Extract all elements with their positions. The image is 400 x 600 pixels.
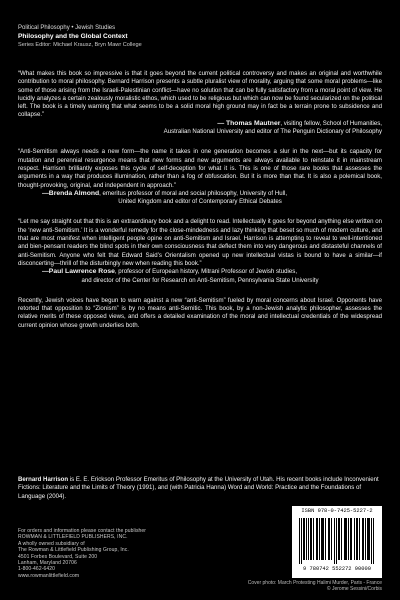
isbn: ISBN 978-0-7425-5227-2 [301, 508, 373, 514]
author-bio [18, 476, 382, 501]
endorsement-attribution [18, 268, 382, 276]
endorser-role: , visiting fellow, School of Humanities, [280, 119, 382, 127]
barcode [292, 506, 382, 578]
endorser-name: —Brenda Almond [42, 189, 100, 197]
publisher-name: ROWMAN & LITTLEFIELD PUBLISHERS, INC. [18, 534, 128, 541]
bio-text [18, 476, 382, 501]
cover-photo-caption: Cover photo: March Protesting Halimi Murder, Paris - France [247, 580, 382, 586]
barcode-number: 9 780742 552272 90000 [303, 566, 371, 572]
endorser-name: — Thomas Mautner [217, 119, 281, 127]
series-header [18, 24, 378, 49]
price-code: 90000 [354, 566, 371, 572]
photo-copyright: © Jerome Sessini/Corbis [326, 586, 382, 593]
publisher-line: A wholly owned subsidiary of [18, 540, 85, 547]
endorsement-2 [18, 148, 382, 206]
endorser-name: —Paul Lawrence Rose [42, 268, 115, 276]
description-text: Recently, Jewish voices have begun to warn against a new “anti-Semitism” fueled by moral concerns about Israel. Opponents have retorted that opposition to “Zionism” is by no means anti-Semitic. This book, by a non-Jewish analytic philosopher, assesses the relative merits of these opposed views, and offers a detailed examination of the moral and intellectual credentials of the widespread current opinion whose growth underlies both. [18, 296, 382, 329]
publisher-info [18, 528, 168, 579]
endorser-role: , emeritus professor of moral and social philosophy, University of Hull, [99, 189, 288, 197]
endorsement-text: “Let me say straight out that this is an extraordinary book and a delight to read. Intellectually it goes for beyond anything else written on the ‘new anti-Semitism.’ It is a wonderful remedy for the close-mindedness and lazy thinking that beset so much of modern culture, and that are most manifest when intelligent people opine on anti-Semitism and Israel. Harrison is attempting to reveal to well-intentioned and bien-pensant readers the blind spots in their own consciousness that deflect them into very dangerous and distasteful channels of anti-Semitism. Anyone who felt that Edward Said’s Orientalism opened up new intellectual vistas is bound to have a similar—if disconcerting—thrill of the disturbingly new when reading this book.” [18, 218, 382, 267]
endorsement-1 [18, 70, 382, 136]
endorsement-text: “What makes this book so impressive is that it goes beyond the current political controversy and makes an original and worthwhile contribution to moral philosophy. Bernard Harrison presents a subtle pluralist view of morality, arguing that some moral problems—like some of those arising from the Israeli-Palestinian conflict—have no solution that can be fully satisfactory from a moral point of view. He lucidly analyzes a certain zealously moralistic ethos, which used to be religious but which can now be found secularized on the political left. The book is a timely warning that what seems to be a solid moral high ground may in fact be a terrain prone to subsidence and collapse.” [18, 70, 382, 119]
publisher-address: Lanham, Maryland 20706 [18, 560, 77, 567]
bio-body: is E. E. Erickson Professor Emeritus of Philosophy at the University of Utah. His recent books include Inconvenient Fictions: Literature and the Limits of Theory (1991), and (with Patricia Hanna) Word and World: Practice and the Foundations of Language (2004). [18, 476, 379, 500]
endorsement-attribution [18, 190, 382, 198]
publisher-line: The Rowman & Littlefield Publishing Group, Inc. [18, 547, 129, 554]
endorser-affiliation: and director of the Center for Research on Anti-Semitism, Pennsylvania State University [81, 276, 319, 284]
series-title: Philosophy and the Global Context [18, 33, 128, 40]
endorsement-3 [18, 218, 382, 284]
endorser-role: , professor of European history, Mitrani Professor of Jewish studies, [114, 268, 298, 276]
book-description [18, 297, 382, 330]
publisher-line: For orders and information please contact the publisher [18, 528, 147, 534]
publisher-address: 4501 Forbes Boulevard, Suite 200 [18, 553, 98, 560]
author-name: Bernard Harrison [18, 476, 69, 483]
endorsement-text: “Anti-Semitism always needs a new form—the name it takes in one generation becomes a slur in the next—but its capacity for mutation and perennial resurgence means that new forms and new arguments are always available to reinstate it in mainstream respect. Harrison brilliantly exposes this cycle of self-deception for what it is. This is one of those rare books that assesses the arguments in a way that produces illumination, rather than a fog of obfuscation. But it is more than that. It is also a polemical book, thought-provoking, original, and independent in approach.” [18, 148, 382, 189]
endorsement-attribution [18, 120, 382, 128]
endorser-affiliation: United Kingdom and editor of Contemporary Ethical Debates [118, 198, 282, 206]
categories: Political Philosophy • Jewish Studies [18, 25, 116, 31]
endorser-affiliation: Australian National University and editor of The Penguin Dictionary of Philosophy [163, 128, 382, 136]
series-editor: Series Editor: Michael Krausz, Bryn Mawr College [18, 42, 142, 48]
publisher-url: www.rowmanlittlefield.com [18, 572, 80, 579]
barcode-bars [298, 518, 376, 564]
endorsements [18, 70, 382, 330]
publisher-phone: 1-800-462-6420 [18, 566, 55, 573]
cover-credit [226, 580, 382, 593]
